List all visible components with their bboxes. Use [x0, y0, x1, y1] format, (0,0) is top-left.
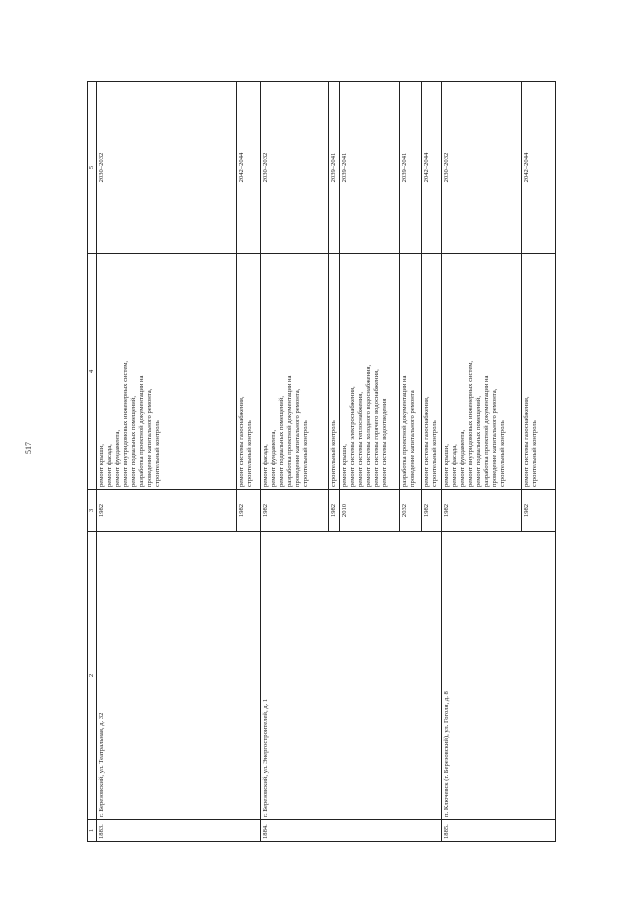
work-period: 2042–2044: [237, 82, 261, 254]
table-row: [442, 82, 522, 842]
entry-number: 1884.: [261, 820, 442, 842]
work-year: 1982: [237, 490, 261, 532]
work-period: 2030–2032: [261, 82, 329, 254]
work-description: ремонт системы газоснабжения, строительный контроль: [237, 254, 261, 490]
entry-number: 1885.: [442, 820, 556, 842]
column-number-cell: 5: [88, 82, 97, 254]
column-number-cell: 2: [88, 532, 97, 820]
column-number-cell: 4: [88, 254, 97, 490]
work-year: 1982: [422, 490, 442, 532]
registry-sheet: [87, 82, 551, 842]
entry-number: 1883.: [97, 820, 261, 842]
work-description: ремонт крыши, ремонт фасада, ремонт фундамента, ремонт внутридомовых инженерных систем, ремонт подвальных помещений, разработка проектной документации на проведение капитального ремонта, строительный контроль: [97, 254, 237, 490]
work-year: 1982: [97, 490, 237, 532]
work-description: ремонт крыши, ремонт системы электроснабжения, ремонт системы теплоснабжения, ремонт системы холодного водоснабжения, ремонт системы горячего водоснабжения, ремонт системы водоотведения: [340, 254, 400, 490]
entry-address: п. Ключевск (г. Березовский), ул. Гоголя, д. 8: [442, 532, 556, 820]
entry-address: г. Березовский, ул. Энергостроителей, д. 1: [261, 532, 442, 820]
work-period: 2030–2032: [97, 82, 237, 254]
column-number-row: [88, 82, 97, 842]
work-period: 2039–2041: [340, 82, 400, 254]
work-year: 1982: [329, 490, 340, 532]
column-number-cell: 1: [88, 820, 97, 842]
work-period: 2042–2044: [522, 82, 556, 254]
work-year: 2032: [400, 490, 422, 532]
work-description: ремонт крыши, ремонт фасада, ремонт фундамента, ремонт внутридомовых инженерных систем, ремонт подвальных помещений, разработка проектной документации на проведение капитального ремонта, строительный контроль: [442, 254, 522, 490]
work-description: ремонт фасада, ремонт фундамента, ремонт подвальных помещений, разработка проектной документации на проведение капитального ремонта, строительный контроль: [261, 254, 329, 490]
entry-address: г. Березовский, ул. Театральная, д. 32: [97, 532, 261, 820]
work-description: строительный контроль: [329, 254, 340, 490]
work-period: 2039–2041: [329, 82, 340, 254]
work-description: разработка проектной документации на проведение капитального ремонта: [400, 254, 422, 490]
work-year: 1982: [261, 490, 329, 532]
work-description: ремонт системы газоснабжения, строительный контроль: [422, 254, 442, 490]
page-number: 517: [24, 442, 33, 454]
table-row: [261, 82, 329, 842]
table-row: [97, 82, 237, 842]
column-number-cell: 3: [88, 490, 97, 532]
work-period: 2030–2032: [442, 82, 522, 254]
work-year: 1982: [442, 490, 522, 532]
work-year: 1982: [522, 490, 556, 532]
work-period: 2042–2044: [422, 82, 442, 254]
work-period: 2039–2041: [400, 82, 422, 254]
work-year: 2010: [340, 490, 400, 532]
capital-repair-table: [87, 81, 556, 842]
work-description: ремонт системы газоснабжения, строительный контроль: [522, 254, 556, 490]
